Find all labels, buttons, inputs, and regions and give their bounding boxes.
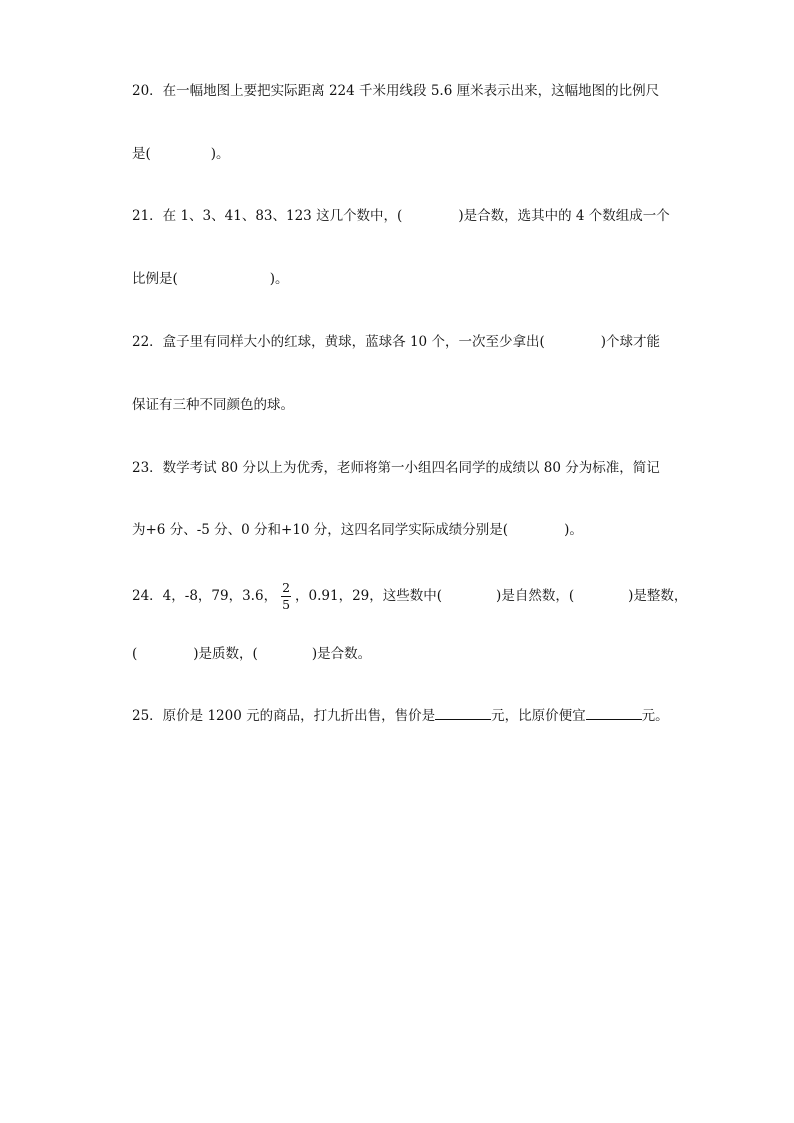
answer-underline-25b[interactable] bbox=[586, 707, 642, 720]
question-23-line-1: 23．数学考试 80 分以上为优秀，老师将第一小组四名同学的成绩以 80 分为标准，简记 bbox=[132, 460, 660, 476]
question-21-line-2: 比例是( )。 bbox=[132, 271, 289, 287]
question-24-line-2: ( )是质数，( )是合数。 bbox=[132, 646, 372, 662]
question-25-line-1: 25．原价是 1200 元的商品，打九折出售，售价是 元，比原价便宜 元。 bbox=[132, 708, 669, 724]
question-24-line-1: 24．4，-8，79，3.6， $\frac{2}{5}$ ，0.91，29，这些数中( )是自然数，( )是整数， bbox=[132, 580, 688, 612]
answer-underline-25a[interactable] bbox=[435, 707, 491, 720]
question-23-line-2: 为+6 分、-5 分、0 分和+10 分，这四名同学实际成绩分别是( )。 bbox=[132, 522, 583, 538]
question-20-line-1 bbox=[132, 81, 674, 101]
question-22-line-1: 22．盒子里有同样大小的红球，黄球，蓝球各 10 个，一次至少拿出( )个球才能 bbox=[132, 334, 660, 350]
question-20-line-2: 是( )。 bbox=[132, 146, 230, 162]
question-21-line-1: 21．在 1、3、41、83、123 这几个数中，( )是合数，选其中的 4 个数组成一个 bbox=[132, 208, 670, 224]
question-22-line-2: 保证有三种不同颜色的球。 bbox=[132, 397, 294, 413]
fraction-two-fifths: $\frac{2}{5}$ bbox=[282, 580, 291, 612]
question-20-text: 20．在一幅地图上要把实际距离 224 千米用线段 5.6 厘米表示出来，这幅地图的比例尺 bbox=[132, 83, 660, 99]
